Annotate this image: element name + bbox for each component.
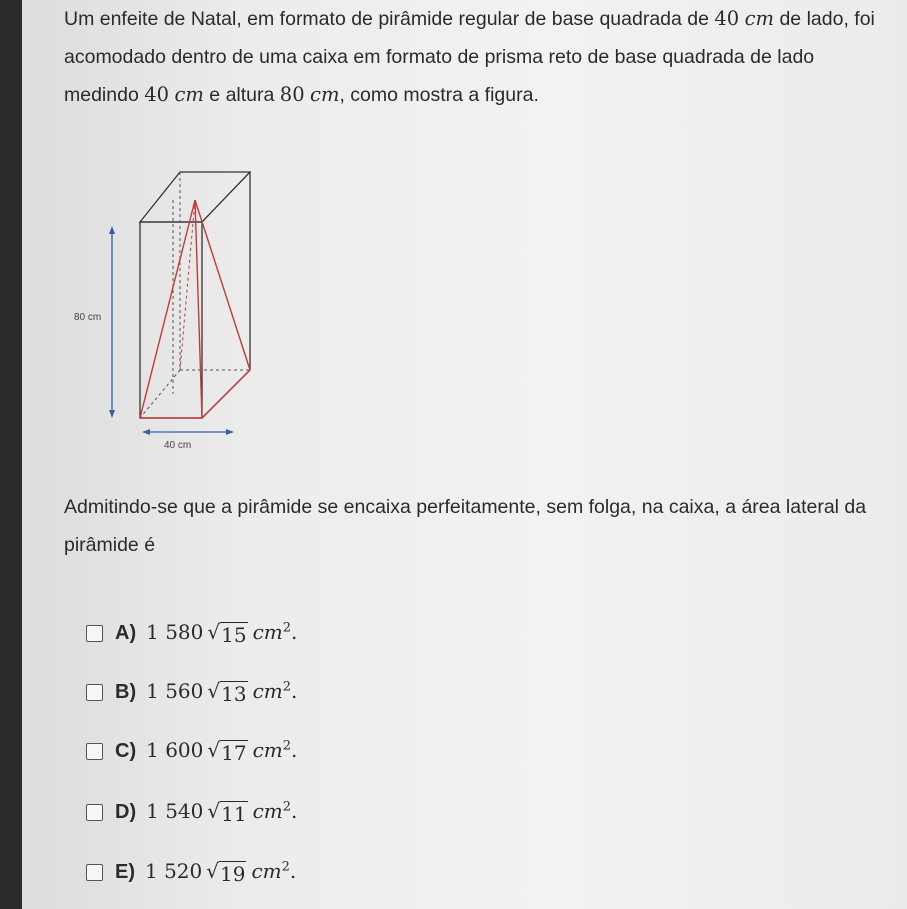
intro-text-3: e altura <box>203 84 280 106</box>
sqrt-symbol <box>207 738 247 765</box>
option-expression <box>146 679 297 706</box>
side-value-2: 40 <box>144 83 170 106</box>
unit-exponent: 2 <box>282 798 292 814</box>
height-label: 80 cm <box>74 312 102 323</box>
unit-exponent: 2 <box>282 737 292 753</box>
figure-svg <box>52 160 292 460</box>
radicand: 13 <box>221 681 247 706</box>
width-arrow-head-right <box>226 429 234 435</box>
option-suffix: . <box>291 619 298 644</box>
pyramid-edge-front <box>195 200 202 418</box>
unit-cm-3: cm <box>310 83 340 106</box>
checkbox-a[interactable] <box>86 625 103 642</box>
unit-exponent: 2 <box>282 619 292 635</box>
unit-exponent: 2 <box>281 858 290 874</box>
option-expression <box>145 859 296 886</box>
pyramid-in-box-figure <box>52 160 292 460</box>
pyramid-edge-right <box>195 200 250 370</box>
option-expression <box>146 738 297 765</box>
question-page <box>22 0 907 909</box>
option-unit <box>253 738 291 762</box>
sqrt-symbol <box>206 859 246 886</box>
option-letter: D) <box>115 800 137 823</box>
option-a[interactable] <box>86 618 297 648</box>
unit-exponent: 2 <box>282 678 292 694</box>
option-expression <box>146 799 297 826</box>
option-c[interactable] <box>86 736 297 766</box>
intro-text-1: Um enfeite de Natal, em formato de pirâmide regular de base quadrada de <box>64 8 715 30</box>
height-value: 80 <box>279 83 305 106</box>
pyramid-base-right <box>202 370 250 418</box>
unit-cm: cm <box>744 7 775 30</box>
option-b[interactable] <box>86 677 297 707</box>
width-arrow-head-left <box>142 429 150 435</box>
height-arrow-head-down <box>109 410 115 418</box>
option-letter: E) <box>115 860 135 883</box>
pyramid-hidden-edge <box>180 200 195 370</box>
option-suffix: . <box>291 798 298 823</box>
checkbox-e[interactable] <box>86 864 103 881</box>
option-coef: 1 580 <box>146 619 204 644</box>
radical-sign: √ <box>207 678 221 703</box>
radical-sign: √ <box>207 619 221 644</box>
sqrt-symbol <box>207 799 247 826</box>
radicand: 15 <box>221 622 247 647</box>
intro-text-4: , como mostra a figura. <box>339 84 539 106</box>
sqrt-symbol <box>207 620 247 647</box>
option-letter: C) <box>115 739 137 762</box>
pyramid-hidden-edges <box>180 200 195 370</box>
option-coef: 1 600 <box>146 737 204 762</box>
option-d[interactable] <box>86 797 297 827</box>
sqrt-symbol <box>207 679 247 706</box>
option-coef: 1 520 <box>145 858 203 883</box>
unit-text: cm <box>252 737 283 762</box>
option-letter: B) <box>115 680 137 703</box>
radicand: 19 <box>220 861 246 886</box>
radical-sign: √ <box>207 798 221 823</box>
option-suffix: . <box>291 737 298 762</box>
option-coef: 1 560 <box>146 678 204 703</box>
radicand: 17 <box>221 740 247 765</box>
unit-text: cm <box>252 798 283 823</box>
question-prompt: Admitindo-se que a pirâmide se encaixa perfeitamente, sem folga, na caixa, a área lateral da pirâmide é <box>64 496 867 556</box>
checkbox-d[interactable] <box>86 804 103 821</box>
checkbox-c[interactable] <box>86 743 103 760</box>
side-value: 40 <box>714 7 740 30</box>
unit-cm-2: cm <box>174 83 204 106</box>
height-arrow <box>109 226 115 418</box>
checkbox-b[interactable] <box>86 684 103 701</box>
height-arrow-head-up <box>109 226 115 234</box>
pyramid-edges <box>140 200 250 418</box>
option-unit <box>251 859 289 883</box>
option-coef: 1 540 <box>146 798 204 823</box>
option-unit <box>253 620 291 644</box>
unit-text: cm <box>252 678 283 703</box>
intro-text-2: de lado, foi acomodado dentro de uma caixa em formato de prisma reto de base quadrada de lado medindo <box>64 8 875 106</box>
question-intro <box>64 0 894 114</box>
option-expression <box>146 620 297 647</box>
box-front-face <box>140 222 202 418</box>
radical-sign: √ <box>206 858 220 883</box>
option-suffix: . <box>289 858 297 883</box>
option-unit <box>253 799 291 823</box>
unit-text: cm <box>251 858 282 883</box>
option-e[interactable] <box>86 857 296 887</box>
radical-sign: √ <box>207 737 221 762</box>
width-arrow <box>142 429 234 435</box>
option-suffix: . <box>291 678 298 703</box>
radicand: 11 <box>221 801 247 826</box>
option-unit <box>253 679 291 703</box>
width-label: 40 cm <box>164 440 192 451</box>
option-letter: A) <box>115 621 137 644</box>
unit-text: cm <box>252 619 283 644</box>
